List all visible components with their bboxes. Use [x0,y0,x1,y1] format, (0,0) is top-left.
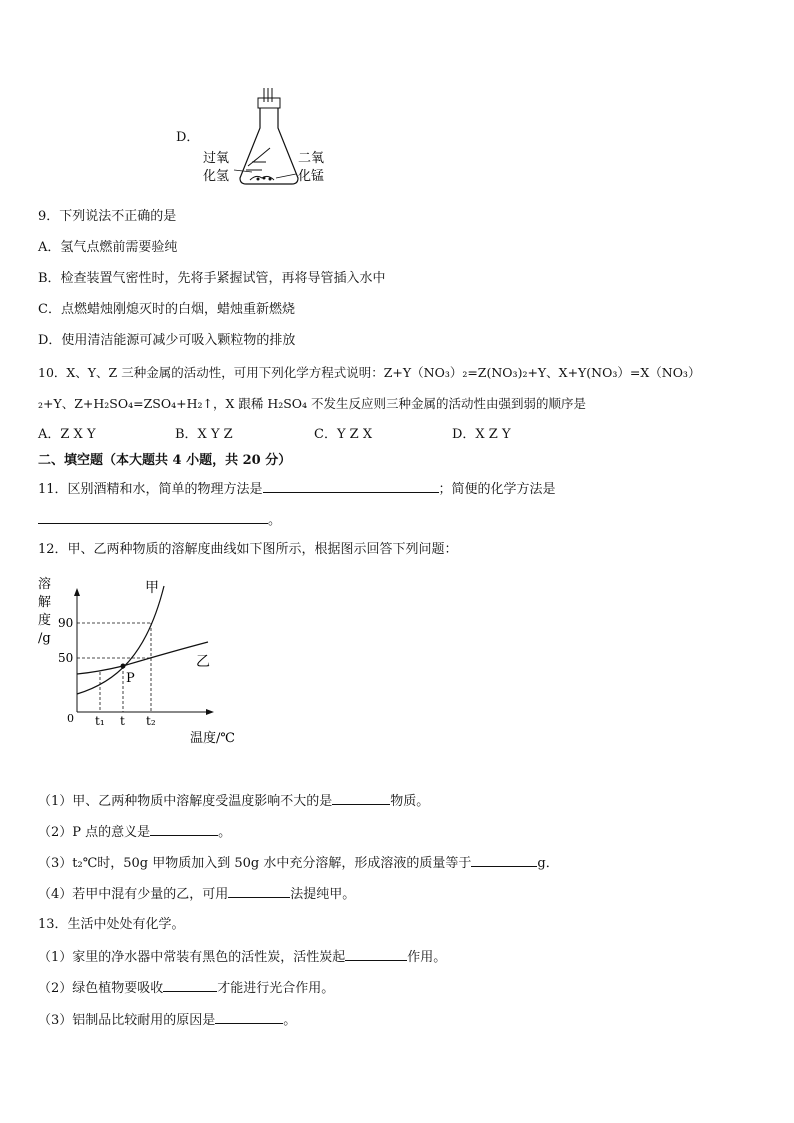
chart-x-axis-arrow [206,709,214,715]
label-manganese-dioxide-2: 化锰 [298,169,325,184]
chart-ylabel-char-4: /g [38,631,51,646]
series-jia-label: 甲 [145,580,159,596]
q9-option-b: B．检查装置气密性时，先将手紧握试管，再将导管插入水中 [38,271,386,286]
chart-ylabel-char-2: 解 [38,595,52,610]
q10-option-c: C．Y Z X [314,427,373,442]
chart-xlabel: 温度/℃ [190,731,235,746]
q12-sub2 [38,822,231,842]
q11-line1 [38,479,556,499]
q13-sub1 [38,947,446,967]
q12-stem: 12．甲、乙两种物质的溶解度曲线如下图所示，根据图示回答下列问题： [38,542,458,557]
x-tick-t2: t₂ [146,714,156,728]
q13-sub2-text: （2）绿色植物要吸收 [38,981,164,996]
q12-blank-4[interactable] [228,884,290,898]
q10-option-a: A．Z X Y [38,427,96,442]
q12-sub2-end: 。 [218,825,232,840]
y-tick-50: 50 [58,651,74,665]
x-tick-t1: t₁ [95,714,105,728]
q11-part1: 11．区别酒精和水，简单的物理方法是 [38,482,263,497]
q13-blank-1[interactable] [345,947,407,961]
series-yi-label: 乙 [196,654,210,670]
q12-sub4 [38,884,355,904]
q12-blank-1[interactable] [332,791,390,805]
q9-stem: 9．下列说法不正确的是 [38,209,177,224]
q10-stem-line1: 10．X、Y、Z 三种金属的活动性，可用下列化学方程式说明：Z+Y（NO₃）₂=Z(NO₃)₂+Y、X+Y(NO₃）=X（NO₃） [38,365,701,380]
q12-blank-2[interactable] [150,822,218,836]
q11-line2 [38,510,281,530]
flask-apparatus-diagram [200,88,340,192]
q13-sub2 [38,978,334,998]
chart-ylabel-char-3: 度 [38,613,52,628]
q11-end: 。 [268,513,282,528]
chart-ylabel-char-1: 溶 [38,577,52,592]
q10-option-b: B．X Y Z [175,427,233,442]
q10-option-d: D．X Z Y [452,427,511,442]
q11-blank-2[interactable] [38,510,268,524]
chart-y-axis-arrow [74,588,80,596]
y-tick-90: 90 [58,616,74,630]
q10-stem-line2: ₂+Y、Z+H₂SO₄=ZSO₄+H₂↑，X 跟稀 H₂SO₄ 不发生反应则三种金属的活动性由强到弱的顺序是 [38,396,587,411]
solubility-curve-chart [30,572,250,750]
q12-sub4-text: （4）若甲中混有少量的乙，可用 [38,887,229,902]
q12-sub1-text: （1）甲、乙两种物质中溶解度受温度影响不大的是 [38,794,333,809]
point-p-label: P [126,671,135,686]
q11-blank-1[interactable] [263,479,439,493]
q12-sub3-end: g． [537,856,559,871]
label-hydrogen-peroxide-2: 化氢 [203,169,230,184]
label-manganese-dioxide-1: 二氧 [298,151,325,166]
q12-sub1-end: 物质。 [390,794,430,809]
q12-sub3-text: （3）t₂℃时，50g 甲物质加入到 50g 水中充分溶解，形成溶液的质量等于 [38,856,472,871]
q12-sub1 [38,791,429,811]
q13-blank-2[interactable] [163,978,217,992]
q12-sub3 [38,853,559,873]
q11-part2: ；简便的化学方法是 [438,482,556,497]
q9-option-d: D．使用清洁能源可减少可吸入颗粒物的排放 [38,333,296,348]
q12-sub4-end: 法提纯甲。 [290,887,356,902]
q13-blank-3[interactable] [215,1010,283,1024]
q13-sub2-end: 才能进行光合作用。 [217,981,335,996]
q9-option-c: C．点燃蜡烛刚熄灭时的白烟，蜡烛重新燃烧 [38,302,295,317]
q8-option-d-letter: D． [176,130,200,145]
q12-blank-3[interactable] [471,853,537,867]
q12-sub2-text: （2）P 点的意义是 [38,825,151,840]
section-2-title: 二、填空题（本大题共 4 小题，共 20 分） [38,453,292,468]
q13-sub1-text: （1）家里的净水器中常装有黑色的活性炭，活性炭起 [38,950,346,965]
origin-label: 0 [67,712,74,725]
q13-sub3 [38,1010,296,1030]
q13-sub1-end: 作用。 [407,950,447,965]
label-hydrogen-peroxide-1: 过氧 [203,151,230,166]
q9-option-a: A．氢气点燃前需要验纯 [38,240,178,255]
x-tick-t: t [120,714,125,728]
q13-stem: 13．生活中处处有化学。 [38,917,185,932]
q13-sub3-end: 。 [283,1013,297,1028]
point-p [121,664,126,669]
q13-sub3-text: （3）铝制品比较耐用的原因是 [38,1013,216,1028]
